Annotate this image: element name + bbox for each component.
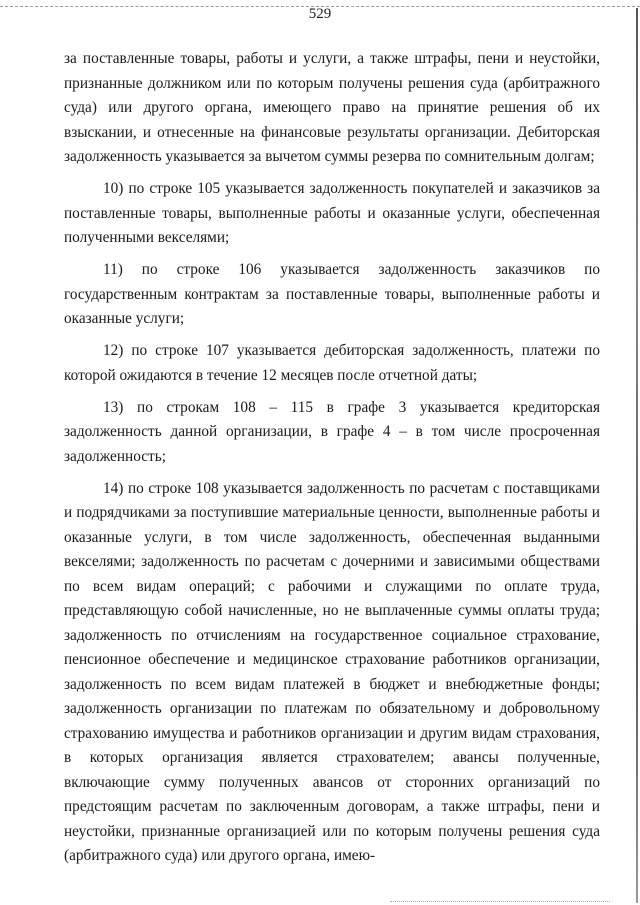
paragraph-item-14: 14) по строке 108 указывается задолженность по расчетам с поставщиками и подрядчиками за поступившие материальные ценности, выполненные работы и оказанные услуги, в том числе задолженность, обеспеченная выданными векселями; задолженность по расчетам с дочерними и зависимыми обществами по всем видам операций; с рабочими и служащими по оплате труда, представляющую собой начисленные, но не выплаченные суммы оплаты труда; задолженность по отчислениям на государственное социальное страхование, пенсионное обеспечение и медицинское страхование работников организации, задолженность по всем видам платежей в бюджет и внебюджетные фонды; задолженность организации по платежам по обязательному и добровольному страхованию имущества и работников организации и другим видам страхования, в которых организация является страхователем; авансы полученные, включающие сумму полученных авансов от сторонних организаций по предстоящим расчетам по заключенным договорам, а также штрафы, пени и неустойки, признанные организацией или по которым получены решения суда (арбитражного суда) или другого органа, имею- (64, 479, 600, 864)
paragraph-item-11: 11) по строке 106 указывается задолженность заказчиков по государственным контрактам за поставленные товары, выполненные работы и оказанные услуги; (64, 261, 600, 327)
paragraph-continuation: за поставленные товары, работы и услуги, а также штрафы, пени и неустойки, признанные должником или по которым получены решения суда (арбитражного суда) или другого органа, имеющего право на принятие решения об их взыскании, и отнесенные на финансовые результаты организации. Дебиторская задолженность указывается за вычетом суммы резерва по сомнительным долгам; (64, 50, 600, 165)
paragraph-item-10: 10) по строке 105 указывается задолженность покупателей и заказчиков за поставленные товары, выполненные работы и оказанные услуги, обеспеченная полученными векселями; (64, 180, 600, 246)
scan-right-edge (636, 8, 638, 903)
scan-bottom-border (390, 901, 610, 902)
document-body (64, 47, 600, 869)
paragraph-item-13: 13) по строкам 108 – 115 в графе 3 указывается кредиторская задолженность данной организации, в графе 4 – в том числе просроченная задолженность; (64, 398, 600, 465)
paragraph-item-12: 12) по строке 107 указывается дебиторская задолженность, платежи по которой ожидаются в течение 12 месяцев после отчетной даты; (64, 342, 600, 384)
page-number: 529 (308, 6, 332, 22)
